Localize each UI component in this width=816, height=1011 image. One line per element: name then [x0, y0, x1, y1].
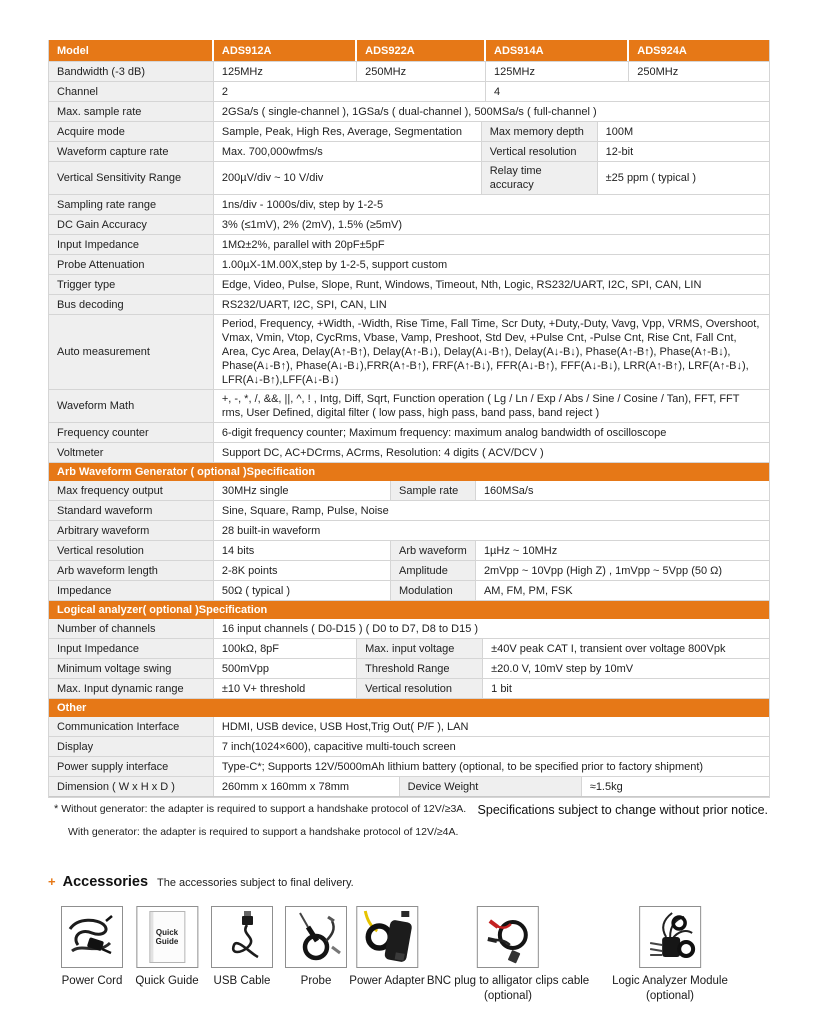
spec-value: +, -, *, /, &&, ||, ^, ! , Intg, Diff, Sqrt, Function operation ( Lg / Ln / Exp / Abs / Sine / Cosine / Tan), FFT, FFT rms, User Defined, digital filter ( low pass, high pass, band pass, band reject ) [214, 390, 769, 422]
spec-label: Minimum voltage swing [49, 659, 214, 678]
spec-value: 125MHz [486, 62, 629, 81]
communication-interface-row [49, 717, 769, 737]
accessory-label: Logic Analyzer Module [612, 975, 728, 987]
acquire-mode-row [49, 122, 769, 142]
footnotes [48, 803, 768, 838]
spec-label: Modulation [391, 581, 476, 600]
spec-value: 14 bits [214, 541, 391, 560]
spec-label: Power supply interface [49, 757, 214, 776]
spec-label: Sampling rate range [49, 195, 214, 214]
other-section [49, 699, 769, 717]
spec-value: 28 built-in waveform [214, 521, 769, 540]
spec-label: Dimension ( W x H x D ) [49, 777, 214, 796]
spec-value: 1µHz ~ 10MHz [476, 541, 769, 560]
accessory-label: Power Cord [61, 975, 123, 987]
accessory-item [61, 906, 123, 987]
accessory-item [612, 906, 728, 1002]
spec-value: ADS924A [629, 40, 769, 61]
spec-value: 250MHz [629, 62, 769, 81]
usb-cable-icon [211, 906, 273, 968]
spec-value: AM, FM, PM, FSK [476, 581, 769, 600]
spec-value: 12-bit [598, 142, 769, 161]
spec-value: Sine, Square, Ramp, Pulse, Noise [214, 501, 769, 520]
spec-value: 2-8K points [214, 561, 391, 580]
section-header-title: Other [57, 702, 87, 714]
spec-label: Arb waveform length [49, 561, 214, 580]
spec-value: 125MHz [214, 62, 357, 81]
content-area [48, 40, 768, 1011]
spec-label: Frequency counter [49, 423, 214, 442]
vertical-sensitivity-row [49, 162, 769, 195]
spec-value: 16 input channels ( D0-D15 ) ( D0 to D7, D8 to D15 ) [214, 619, 769, 638]
spec-value: 160MSa/s [476, 481, 769, 500]
footnote-line2: With generator: the adapter is required to support a handshake protocol of 12V/≥4A. [68, 826, 459, 838]
spec-label: Probe Attenuation [49, 255, 214, 274]
spec-label: Max frequency output [49, 481, 214, 500]
arb-generator-section [49, 463, 769, 481]
spec-value: HDMI, USB device, USB Host,Trig Out( P/F ), LAN [214, 717, 769, 736]
accessory-item [427, 906, 589, 1002]
spec-label: Vertical resolution [49, 541, 214, 560]
spec-label: Bandwidth (-3 dB) [49, 62, 214, 81]
max-frequency-output-row [49, 481, 769, 501]
spec-label: Arb waveform [391, 541, 476, 560]
model-header-row [49, 40, 769, 62]
accessory-item [135, 906, 198, 987]
spec-value: ±25 ppm ( typical ) [598, 162, 769, 194]
spec-label: Input Impedance [49, 235, 214, 254]
spec-label: Max. input voltage [357, 639, 483, 658]
input-impedance-row [49, 235, 769, 255]
accessories-items [48, 906, 768, 1011]
arbitrary-waveform-row [49, 521, 769, 541]
number-of-channels-row [49, 619, 769, 639]
footnote-line1 [48, 803, 466, 815]
auto-measurement-row [49, 315, 769, 390]
spec-value: 2mVpp ~ 10Vpp (High Z) , 1mVpp ~ 5Vpp (50 Ω) [476, 561, 769, 580]
spec-label: Vertical Sensitivity Range [49, 162, 214, 194]
accessories-heading [48, 874, 768, 890]
spec-value: 7 inch(1024×600), capacitive multi-touch screen [214, 737, 769, 756]
spec-value: ≈1.5kg [582, 777, 769, 796]
quick-guide-icon [136, 906, 198, 968]
channel-row [49, 82, 769, 102]
accessory-label: Probe [300, 975, 332, 987]
spec-value: RS232/UART, I2C, SPI, CAN, LIN [214, 295, 769, 314]
spec-value: Support DC, AC+DCrms, ACrms, Resolution: 4 digits ( ACV/DCV ) [214, 443, 769, 462]
spec-value: ADS912A [214, 40, 357, 61]
spec-label: Bus decoding [49, 295, 214, 314]
spec-label: Amplitude [391, 561, 476, 580]
logic-analyzer-section [49, 601, 769, 619]
section-header-title: Arb Waveform Generator ( optional )Specification [57, 466, 316, 478]
accessory-item [349, 906, 424, 987]
spec-value: 1 bit [483, 679, 769, 698]
footnote-line1-text: Without generator: the adapter is required to support a handshake protocol of 12V/≥3A. [61, 803, 467, 815]
max-input-dynamic-range-row [49, 679, 769, 699]
section-header-title: Logical analyzer( optional )Specification [57, 604, 268, 616]
spec-value: 2GSa/s ( single-channel ), 1GSa/s ( dual-channel ), 500MSa/s ( full-channel ) [214, 102, 769, 121]
spec-value: ±20.0 V, 10mV step by 10mV [483, 659, 769, 678]
spec-value: ±10 V+ threshold [214, 679, 357, 698]
accessory-item [285, 906, 347, 987]
spec-label: Max. Input dynamic range [49, 679, 214, 698]
dimension-row [49, 777, 769, 797]
accessories-subtitle: The accessories subject to final delivery. [157, 877, 354, 889]
spec-value: 3% (≤1mV), 2% (2mV), 1.5% (≥5mV) [214, 215, 769, 234]
spec-table [48, 40, 770, 798]
spec-label: Vertical resolution [357, 679, 483, 698]
spec-label: Input Impedance [49, 639, 214, 658]
waveform-math-row [49, 390, 769, 423]
spec-value: 50Ω ( typical ) [214, 581, 391, 600]
spec-value: 2 [214, 82, 486, 101]
spec-value: 250MHz [357, 62, 486, 81]
spec-value: 1MΩ±2%, parallel with 20pF±5pF [214, 235, 769, 254]
accessory-label: BNC plug to alligator clips cable [426, 975, 590, 987]
spec-label: Arbitrary waveform [49, 521, 214, 540]
spec-label: Number of channels [49, 619, 214, 638]
trigger-type-row [49, 275, 769, 295]
impedance-row [49, 581, 769, 601]
voltmeter-row [49, 443, 769, 463]
logic-analyzer-icon [639, 906, 701, 968]
spec-value: ADS922A [357, 40, 486, 61]
dc-gain-accuracy-row [49, 215, 769, 235]
spec-label: Threshold Range [357, 659, 483, 678]
spec-value: 100M [598, 122, 769, 141]
spec-label: Vertical resolution [482, 142, 598, 161]
spec-value: 6-digit frequency counter; Maximum frequency: maximum analog bandwidth of oscilloscope [214, 423, 769, 442]
spec-label: Channel [49, 82, 214, 101]
accessory-optional-label: (optional) [484, 990, 532, 1002]
probe-attenuation-row [49, 255, 769, 275]
spec-label: Display [49, 737, 214, 756]
power-adapter-icon [356, 906, 418, 968]
spec-label: Auto measurement [49, 315, 214, 389]
probe-icon [285, 906, 347, 968]
arb-waveform-length-row [49, 561, 769, 581]
accessory-item [211, 906, 273, 987]
display-row [49, 737, 769, 757]
spec-label: Communication Interface [49, 717, 214, 736]
spec-label: Max memory depth [482, 122, 598, 141]
accessory-label: Quick Guide [135, 975, 199, 987]
sampling-rate-range-row [49, 195, 769, 215]
accessory-label: Power Adapter [349, 975, 425, 987]
max-sample-rate-row [49, 102, 769, 122]
spec-value: Model [49, 40, 214, 61]
la-input-impedance-row [49, 639, 769, 659]
spec-label: Max. sample rate [49, 102, 214, 121]
spec-value: 1.00µX-1M.00X,step by 1-2-5, support custom [214, 255, 769, 274]
accessories-title: Accessories [62, 874, 149, 890]
footnote-row [48, 803, 768, 817]
spec-change-notice: Specifications subject to change without prior notice. [477, 803, 768, 817]
spec-label: Relay time accuracy [482, 162, 598, 194]
bnc-clips-icon [477, 906, 539, 968]
awg-vertical-resolution-row [49, 541, 769, 561]
spec-value: Max. 700,000wfms/s [214, 142, 482, 161]
accessory-label: USB Cable [213, 975, 271, 987]
spec-value: 30MHz single [214, 481, 391, 500]
spec-label: Trigger type [49, 275, 214, 294]
spec-value: 500mVpp [214, 659, 357, 678]
bus-decoding-row [49, 295, 769, 315]
spec-label: Standard waveform [49, 501, 214, 520]
frequency-counter-row [49, 423, 769, 443]
spec-value: 200µV/div ~ 10 V/div [214, 162, 482, 194]
spec-label: Impedance [49, 581, 214, 600]
asterisk-mark: * [54, 803, 59, 815]
waveform-capture-rate-row [49, 142, 769, 162]
accessory-optional-label: (optional) [646, 990, 694, 1002]
spec-value: ±40V peak CAT I, transient over voltage 800Vpk [483, 639, 769, 658]
spec-value: Edge, Video, Pulse, Slope, Runt, Windows, Timeout, Nth, Logic, RS232/UART, I2C, SPI, CAN, LIN [214, 275, 769, 294]
spec-value: ADS914A [486, 40, 629, 61]
spec-label: DC Gain Accuracy [49, 215, 214, 234]
spec-value: Type-C*; Supports 12V/5000mAh lithium battery (optional, to be specified prior to factory shipment) [214, 757, 769, 776]
spec-label: Device Weight [400, 777, 582, 796]
booklet-cover-text: Quick Guide [155, 928, 179, 946]
spec-value: 1ns/div - 1000s/div, step by 1-2-5 [214, 195, 769, 214]
power-cord-icon [61, 906, 123, 968]
power-supply-interface-row [49, 757, 769, 777]
plus-icon: + [48, 874, 56, 889]
bandwidth-row [49, 62, 769, 82]
spec-value: Sample, Peak, High Res, Average, Segmentation [214, 122, 482, 141]
spec-value: 260mm x 160mm x 78mm [214, 777, 400, 796]
spec-label: Waveform capture rate [49, 142, 214, 161]
spec-value: Period, Frequency, +Width, -Width, Rise Time, Fall Time, Scr Duty, +Duty,-Duty, Vavg, Vpp, VRMS, Overshoot, Vmax, Vmin, Vtop, CycRms, Vbase, Vamp, Preshoot, Std Dev, +Pulse Cnt, -Pulse Cnt, Rise Cnt, Fall Cnt, Area, Cyc Area, Delay(A↑-B↑), Delay(A↑-B↓), Delay(A↓-B↑), Delay(A↓-B↓), Phase(A↑-B↑), Phase(A↑-B↓), Phase(A↓-B↑), Phase(A↓-B↓),FRR(A↑-B↑), FRF(A↑-B↓), FFR(A↓-B↑), FFF(A↓-B↓), LRR(A↑-B↑), LRF(A↑-B↓), LFR(A↓-B↑),LFF(A↓-B↓) [214, 315, 769, 389]
spec-label: Acquire mode [49, 122, 214, 141]
minimum-voltage-swing-row [49, 659, 769, 679]
standard-waveform-row [49, 501, 769, 521]
spec-label: Waveform Math [49, 390, 214, 422]
spec-value: 100kΩ, 8pF [214, 639, 357, 658]
spec-label: Voltmeter [49, 443, 214, 462]
spec-value: 4 [486, 82, 769, 101]
spec-label: Sample rate [391, 481, 476, 500]
